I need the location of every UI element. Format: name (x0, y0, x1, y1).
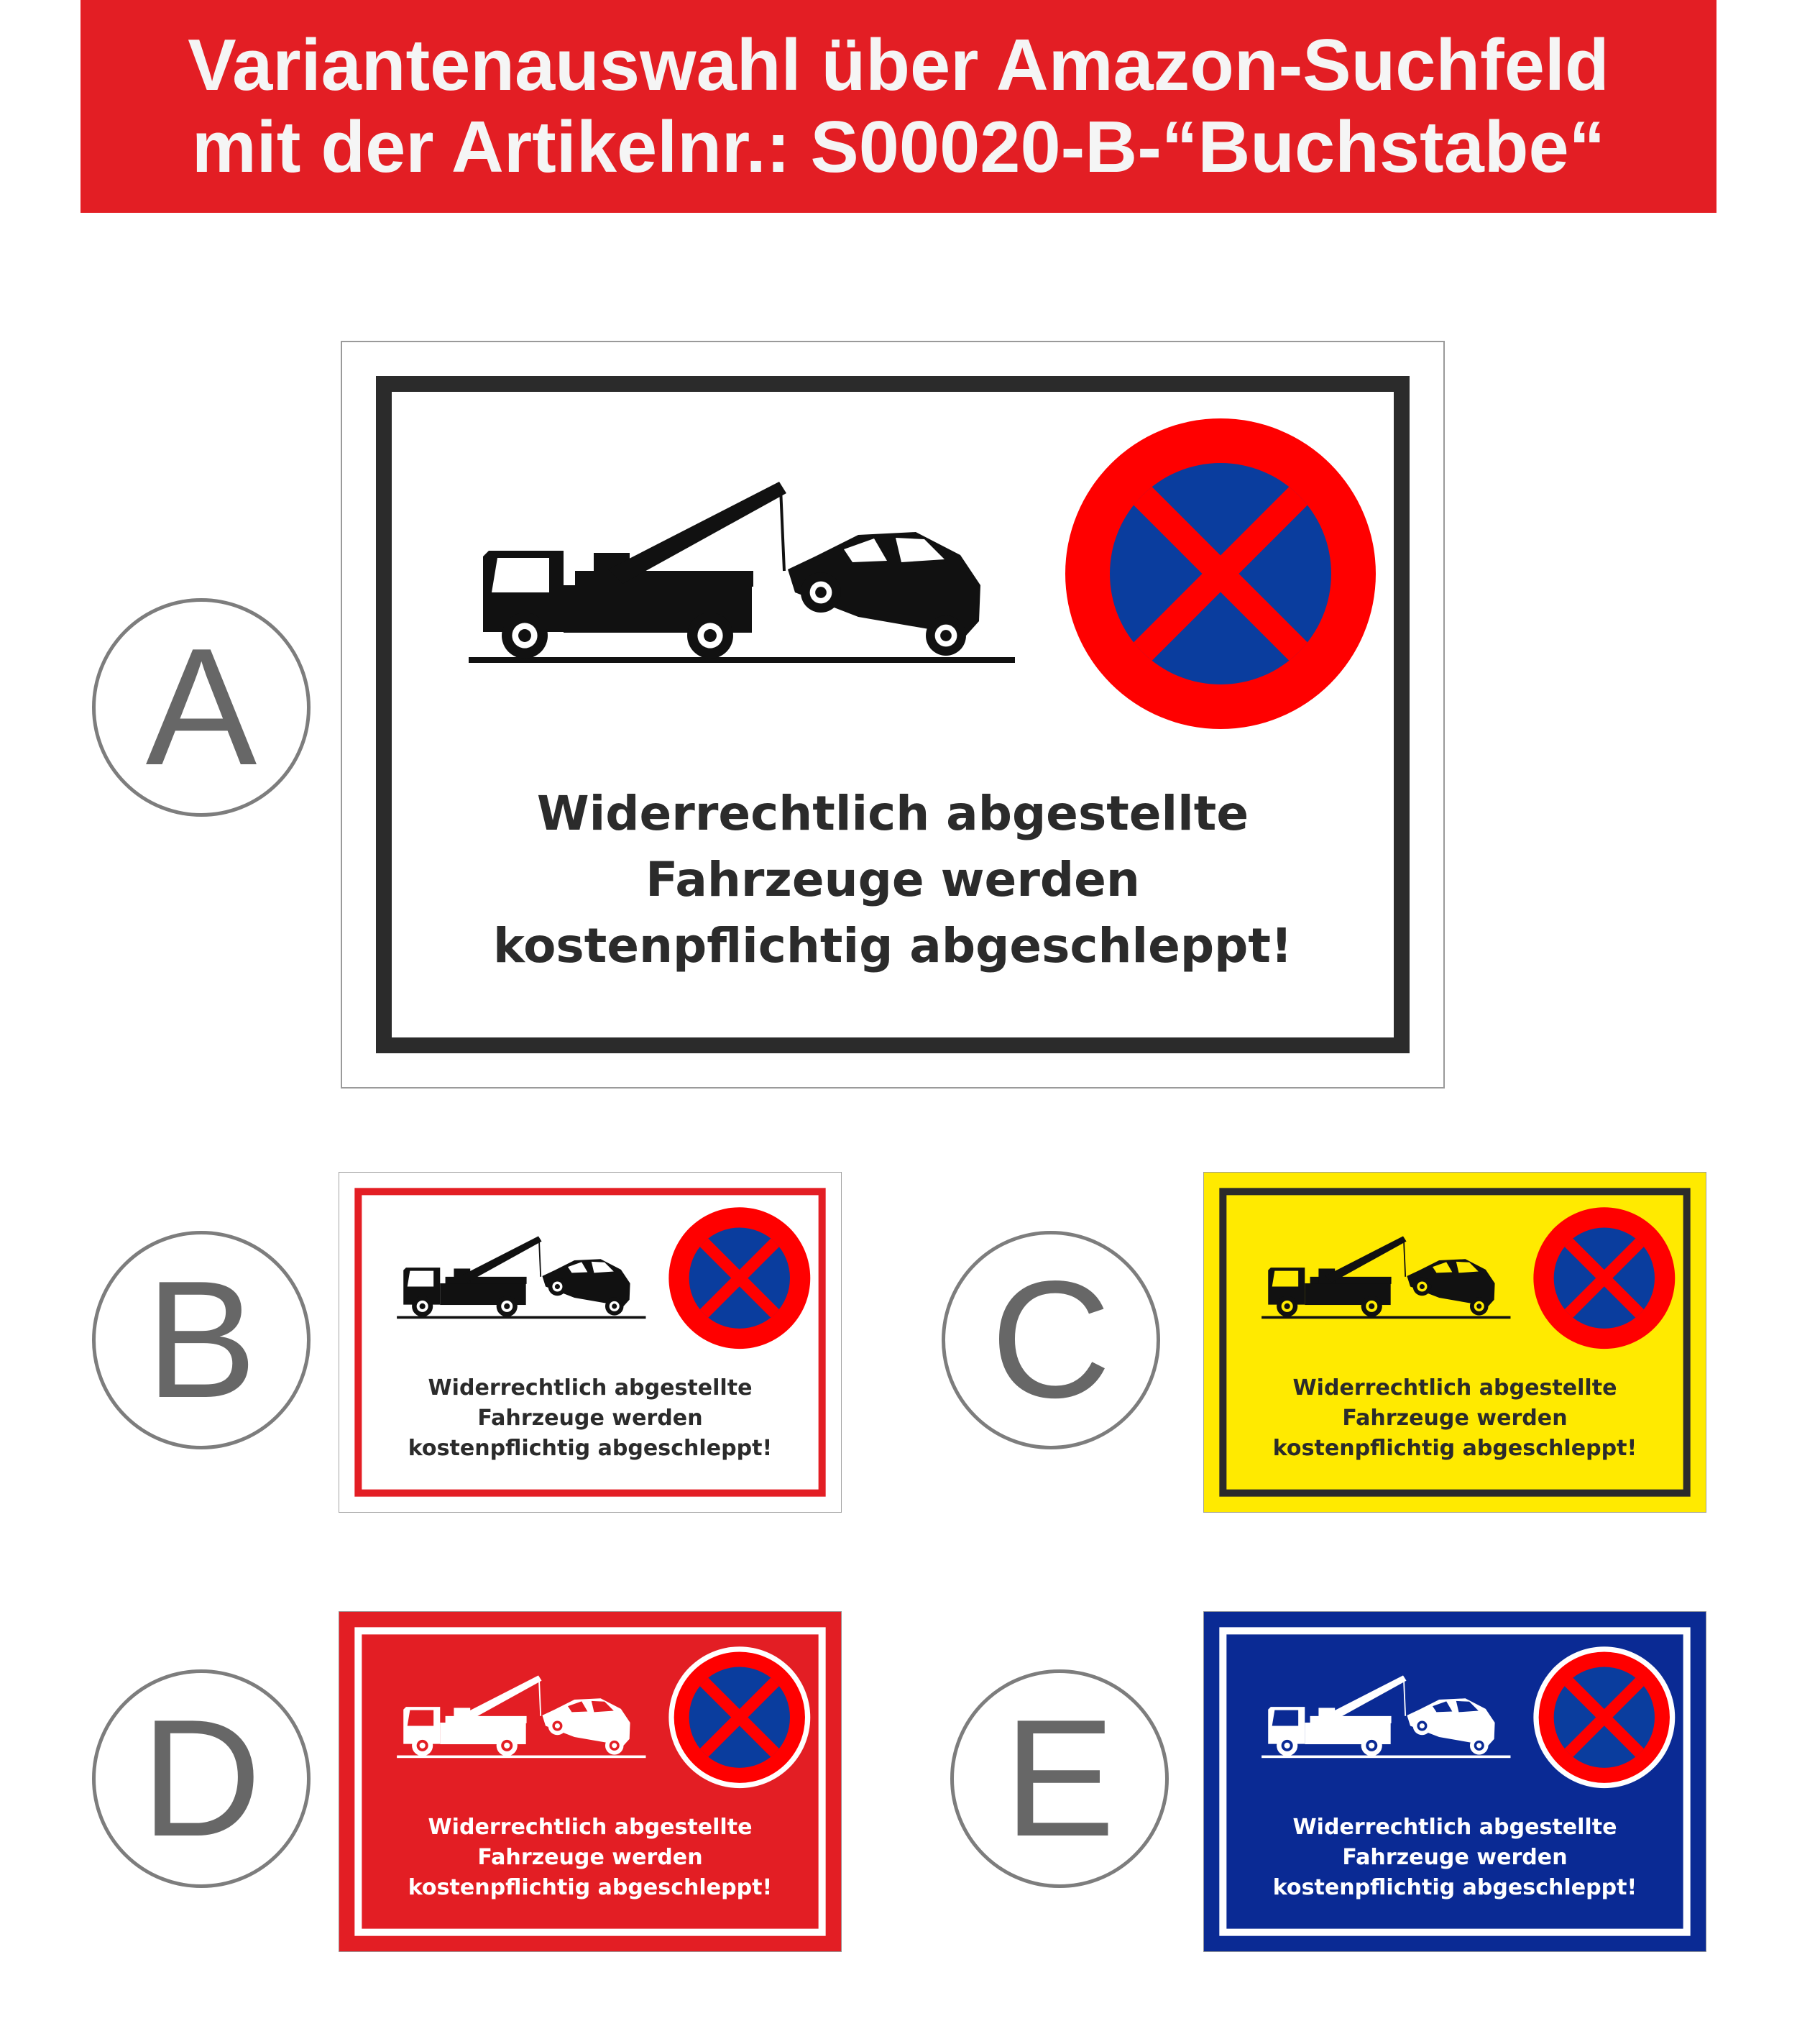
sign-text-line-3: kostenpflichtig abgeschleppt! (408, 1874, 773, 1900)
sign-variant-a (341, 341, 1445, 1089)
sign-text-line-3: kostenpflichtig abgeschleppt! (1272, 1874, 1637, 1900)
sign-text-line-1: Widerrechtlich abgestellte (428, 1375, 753, 1401)
sign-variant-d (339, 1611, 842, 1952)
banner-line-1: Variantenauswahl über Amazon-Suchfeld (188, 25, 1609, 106)
variant-b-badge: B (92, 1231, 311, 1449)
sign-text-line-3: kostenpflichtig abgeschleppt! (492, 918, 1293, 973)
sign-variant-c (1203, 1172, 1706, 1513)
sign-graphic (1203, 1172, 1706, 1513)
no-stopping-sign-icon (668, 1207, 810, 1349)
sign-text-line-1: Widerrechtlich abgestellte (428, 1814, 753, 1840)
no-stopping-sign-icon (1533, 1646, 1675, 1788)
sign-text-line-1: Widerrechtlich abgestellte (1292, 1375, 1617, 1401)
variant-a-badge: A (92, 598, 311, 817)
sign-variant-b (339, 1172, 842, 1513)
sign-text-line-2: Fahrzeuge werden (645, 852, 1140, 907)
banner-line-2: mit der Artikelnr.: S00020-B-“Buchstabe“ (191, 107, 1606, 188)
sign-graphic (1203, 1611, 1706, 1952)
sign-graphic (339, 1611, 842, 1952)
sign-text-line-3: kostenpflichtig abgeschleppt! (408, 1435, 773, 1461)
variant-e-badge: E (950, 1669, 1169, 1888)
sign-text-line-1: Widerrechtlich abgestellte (1292, 1814, 1617, 1840)
header-banner (81, 0, 1716, 213)
variant-d-badge: D (92, 1669, 311, 1888)
no-stopping-sign-icon (1533, 1207, 1675, 1349)
sign-text-line-3: kostenpflichtig abgeschleppt! (1272, 1435, 1637, 1461)
sign-text-line-2: Fahrzeuge werden (477, 1405, 703, 1431)
sign-graphic (341, 341, 1445, 1089)
sign-text-line-2: Fahrzeuge werden (477, 1844, 703, 1870)
sign-text-line-2: Fahrzeuge werden (1342, 1844, 1568, 1870)
sign-text-line-1: Widerrechtlich abgestellte (536, 786, 1249, 841)
no-stopping-sign-icon (668, 1646, 810, 1788)
sign-text-line-2: Fahrzeuge werden (1342, 1405, 1568, 1431)
variant-c-badge: C (942, 1231, 1160, 1449)
sign-graphic (339, 1172, 842, 1513)
no-stopping-sign-icon (1065, 418, 1376, 729)
sign-variant-e (1203, 1611, 1706, 1952)
